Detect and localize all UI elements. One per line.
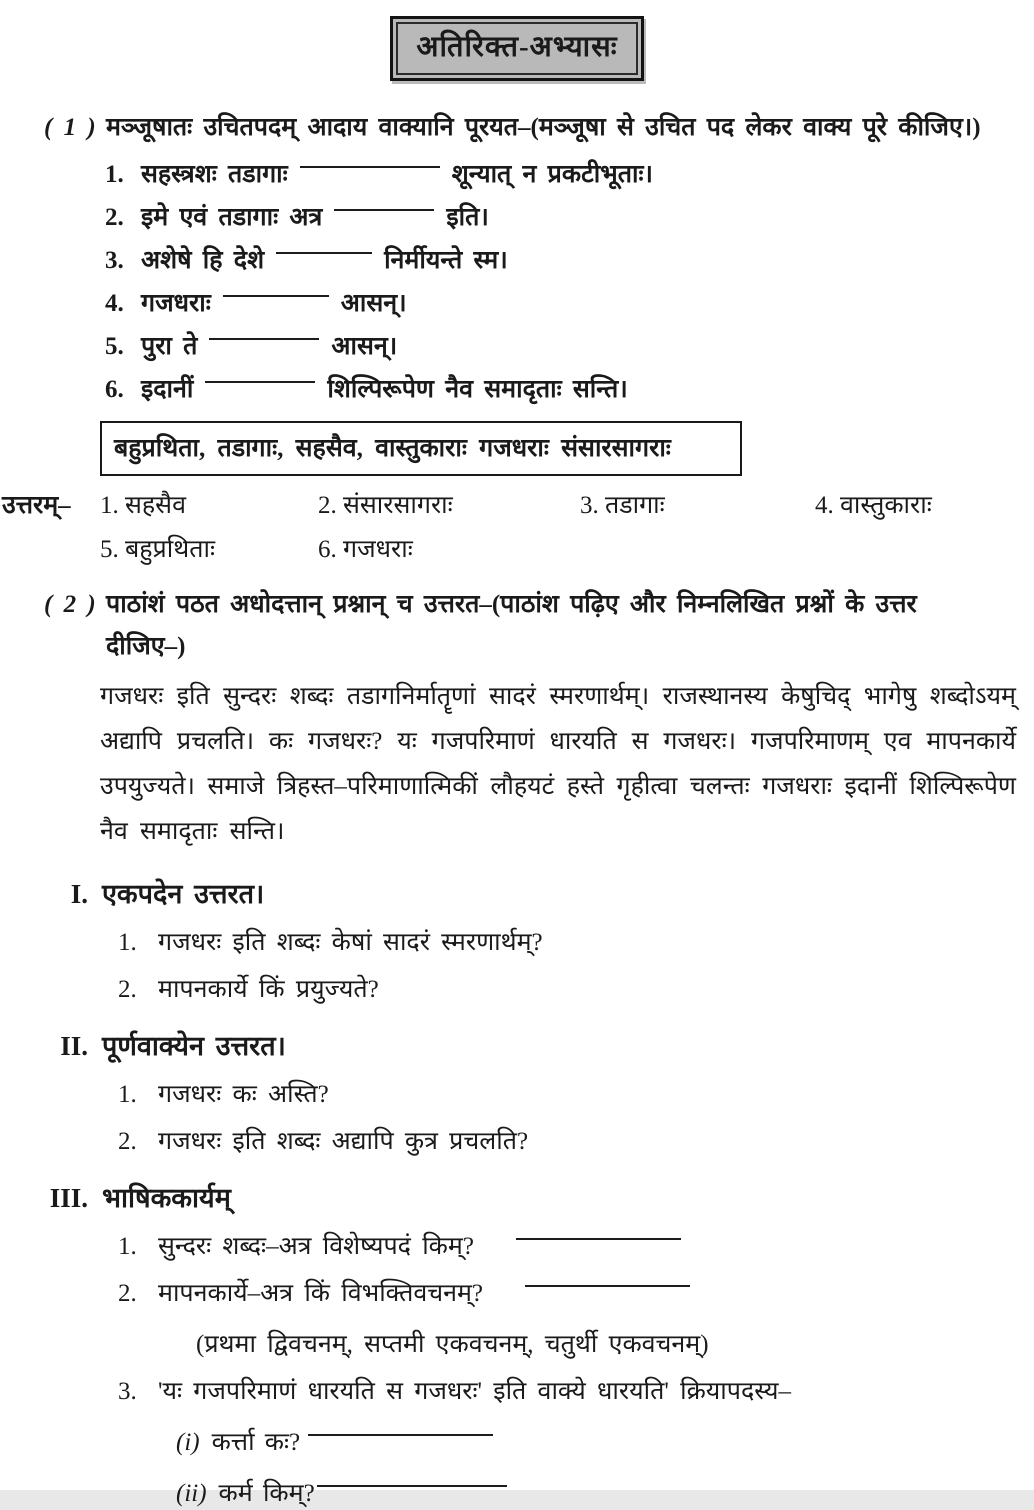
question-number: 1. xyxy=(118,1233,137,1260)
answer-blank xyxy=(334,209,434,221)
item-number: 4. xyxy=(105,290,124,317)
title-box xyxy=(390,16,643,81)
subsection-1-title: एकपदेन उत्तरत। xyxy=(102,879,265,909)
sub3-question-1 xyxy=(118,1230,1034,1263)
part-text-inner: कर्म किम्? xyxy=(218,1480,315,1507)
spacer xyxy=(815,534,1034,566)
subsection-3-heading xyxy=(0,1180,1034,1216)
subsection-3-title: भाषिककार्यम् xyxy=(102,1183,231,1213)
fill-in-item-2 xyxy=(105,202,1034,233)
section2-number: ( 2 ) xyxy=(44,591,96,618)
answer-blank xyxy=(276,252,372,264)
question-number: 2. xyxy=(118,1128,137,1155)
question-number: 1. xyxy=(118,929,137,956)
answer-6: 6. गजधराः xyxy=(318,536,413,563)
item-text xyxy=(141,159,653,190)
spacer xyxy=(2,534,100,566)
question-text xyxy=(158,1230,693,1263)
item-number: 2. xyxy=(105,204,124,231)
subsection-1-heading xyxy=(0,876,1034,912)
section1-heading xyxy=(44,107,1004,149)
fill-in-item-3 xyxy=(105,245,1034,276)
answer-4: 4. वास्तुकाराः xyxy=(815,492,932,519)
item-after: इति। xyxy=(446,204,489,231)
fill-in-item-1 xyxy=(105,159,1034,190)
answer-2: 2. संसारसागराः xyxy=(318,492,453,519)
section1-title-sanskrit: मञ्जूषातः उचितपदम् आदाय वाक्यानि पूरयत– xyxy=(106,114,531,141)
section1-title xyxy=(106,107,1004,149)
spacer xyxy=(580,534,815,566)
part-text xyxy=(212,1426,506,1459)
part-text xyxy=(219,1477,519,1510)
fill-in-item-6 xyxy=(105,374,1034,405)
question-number: 2. xyxy=(118,976,137,1003)
item-after: आसन्। xyxy=(340,290,407,317)
item-before: गजधराः xyxy=(141,290,211,317)
item-before: इदानीं xyxy=(141,376,194,403)
question-text: 'यः गजपरिमाणं धारयति स गजधरः' इति वाक्ये धारयति' क्रियापदस्य– xyxy=(158,1378,791,1405)
answers-label: उत्तरम्– xyxy=(2,492,71,519)
item-after: निर्मीयन्ते स्म। xyxy=(384,247,508,274)
sub3-question-2 xyxy=(118,1277,1034,1310)
subsection-1-roman: I. xyxy=(70,879,88,909)
question-number: 2. xyxy=(118,1280,137,1307)
answers-row xyxy=(2,490,1034,566)
answer-1: 1. सहसैव xyxy=(100,492,186,519)
sub3-q3-part-ii xyxy=(176,1477,1034,1510)
item-text xyxy=(141,374,628,405)
question-text: गजधरः इति शब्दः केषां सादरं स्मरणार्थम्? xyxy=(158,929,543,956)
question-text-inner: मापनकार्ये–अत्र किं विभक्तिवचनम्? xyxy=(158,1280,484,1307)
item-text xyxy=(141,245,508,276)
answer-blank xyxy=(525,1285,690,1297)
answer-blank xyxy=(317,1485,507,1497)
item-before: अशेषे हि देशे xyxy=(141,247,265,274)
sub3-q3-part-i xyxy=(176,1426,1034,1459)
answer-blank xyxy=(209,338,319,350)
part-label: (i) xyxy=(176,1429,200,1456)
answer-5: 5. बहुप्रथिताः xyxy=(100,536,216,563)
manjusha-word-box: बहुप्रथिता, तडागाः, सहसैव, वास्तुकाराः गजधराः संसारसागराः xyxy=(100,421,742,476)
sub3-question-3 xyxy=(118,1375,1034,1408)
item-text xyxy=(141,331,397,362)
item-number: 6. xyxy=(105,376,124,403)
item-after: शिल्पिरूपेण नैव समादृताः सन्ति। xyxy=(327,376,628,403)
answer-blank xyxy=(223,295,329,307)
fill-in-item-5 xyxy=(105,331,1034,362)
answer-blank xyxy=(205,381,315,393)
item-before: सहस्त्रशः तडागाः xyxy=(141,161,288,188)
item-number: 3. xyxy=(105,247,124,274)
subsection-3-roman: III. xyxy=(49,1183,88,1213)
question-text: गजधरः कः अस्ति? xyxy=(158,1081,329,1108)
page-title: अतिरिक्त-अभ्यासः xyxy=(396,22,637,75)
subsection-2-title: पूर्णवाक्येन उत्तरत। xyxy=(102,1031,286,1061)
sub2-question-1 xyxy=(118,1078,1034,1111)
item-text xyxy=(141,202,489,233)
options-hint: (प्रथमा द्विवचनम्, सप्तमी एकवचनम्, चतुर्थी एकवचनम्) xyxy=(196,1331,709,1358)
question-number: 3. xyxy=(118,1378,137,1405)
section1-number: ( 1 ) xyxy=(44,114,96,141)
item-before: पुरा ते xyxy=(141,333,198,360)
item-before: इमे एवं तडागाः अत्र xyxy=(141,204,323,231)
item-number: 5. xyxy=(105,333,124,360)
question-text: गजधरः इति शब्दः अद्यापि कुत्र प्रचलति? xyxy=(158,1128,529,1155)
fill-in-list xyxy=(105,159,1034,405)
question-text-inner: सुन्दरः शब्दः–अत्र विशेष्यपदं किम्? xyxy=(158,1233,474,1260)
sub2-question-2 xyxy=(118,1125,1034,1158)
part-text-inner: कर्त्ता कः? xyxy=(211,1429,301,1456)
answer-blank xyxy=(308,1434,493,1446)
answer-blank xyxy=(300,166,440,178)
subsection-2-roman: II. xyxy=(60,1031,88,1061)
section2-title-sanskrit: पाठांशं पठत अधोदत्तान् प्रश्नान् च उत्तरत– xyxy=(106,591,492,618)
question-text xyxy=(158,1277,702,1310)
answer-3: 3. तडागाः xyxy=(580,492,665,519)
part-label: (ii) xyxy=(176,1480,207,1507)
item-text xyxy=(141,288,407,319)
sub1-question-2 xyxy=(118,973,1034,1006)
answer-blank xyxy=(516,1238,681,1250)
item-after: शून्यात् न प्रकटीभूताः। xyxy=(451,161,654,188)
question-number: 1. xyxy=(118,1081,137,1108)
fill-in-item-4 xyxy=(105,288,1034,319)
section2-title-hindi: (पाठांश पढ़िए और निम्नलिखित प्रश्नों के उत्तर दीजिए–) xyxy=(106,591,917,660)
reading-passage: गजधरः इति सुन्दरः शब्दः तडागनिर्मातॄणां सादरं स्मरणार्थम्। राजस्थानस्य केषुचिद् भागेषु शब्दोऽयम् अद्यापि प्रचलति। कः गजधरः? यः गजपरिमाणं धारयति स गजधरः। गजपरिमाणम् एव मापनकार्ये उपयुज्यते। समाजे त्रिहस्त–परिमाणात्मिकीं लौहयटं हस्ते गृहीत्वा चलन्तः गजधराः इदानीं शिल्पिरूपेण नैव समादृताः सन्ति। xyxy=(100,683,1016,845)
question-text: मापनकार्ये किं प्रयुज्यते? xyxy=(158,976,379,1003)
title-row xyxy=(0,0,1034,81)
item-number: 1. xyxy=(105,161,124,188)
section2-heading xyxy=(44,584,1004,668)
section1-title-hindi: (मञ्जूषा से उचित पद लेकर वाक्य पूरे कीजिए।) xyxy=(530,114,981,141)
sub1-question-1 xyxy=(118,926,1034,959)
section2-title xyxy=(106,584,1004,668)
item-after: आसन्। xyxy=(331,333,398,360)
subsection-2-heading xyxy=(0,1028,1034,1064)
